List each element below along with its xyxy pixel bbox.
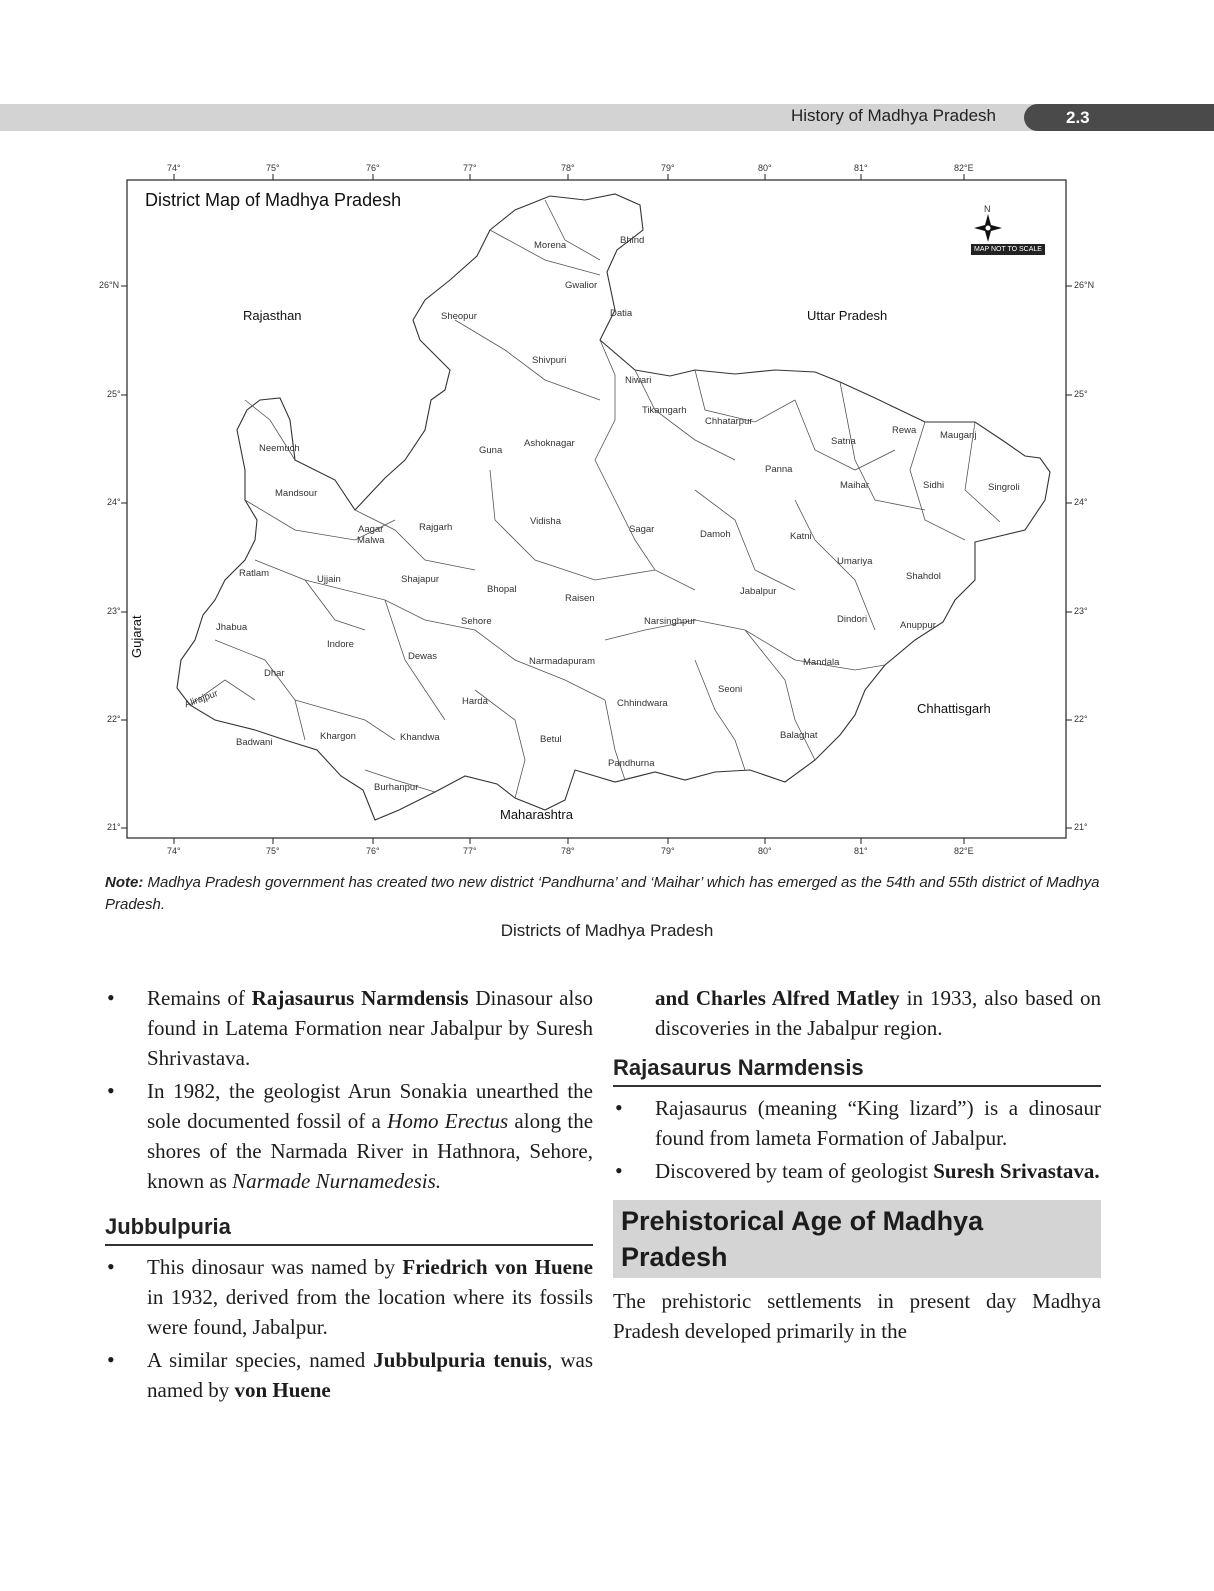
district-label: Chhindwara: [617, 698, 668, 709]
district-label: Panna: [765, 464, 793, 475]
district-label: Sagar: [629, 524, 655, 535]
district-label: Umariya: [837, 556, 873, 567]
district-label: Betul: [540, 734, 562, 745]
district-label: Sheopur: [441, 311, 477, 322]
district-label: Mauganj: [940, 430, 977, 441]
district-label: Mandsour: [275, 488, 318, 499]
district-label: Shivpuri: [532, 355, 567, 366]
district-label: Vidisha: [530, 516, 561, 527]
lat-right: 25°: [1074, 389, 1088, 399]
list-item: • In 1982, the geologist Arun Sonakia unearthed the sole documented fossil of a Homo Erectus along the shores of the Narmada River in Hathnora, Sehore, known as Narmade Nurnamedesis.: [105, 1076, 593, 1196]
lat-right: 24°: [1074, 497, 1088, 507]
state-outline: [177, 194, 1050, 820]
section-heading: Jubbulpuria: [105, 1212, 593, 1246]
district-label: Raisen: [565, 593, 595, 604]
district-label: Ujjain: [317, 574, 341, 585]
district-label: Neemuch: [259, 443, 300, 454]
left-column: [105, 983, 593, 1408]
district-label: Chhatarpur: [705, 416, 753, 427]
district-label: Ashoknagar: [524, 438, 575, 449]
lon-bottom: 77°: [463, 846, 477, 856]
body-paragraph: The prehistoric settlements in present day Madhya Pradesh developed primarily in the: [613, 1289, 1101, 1343]
lon-bottom: 74°: [167, 846, 181, 856]
lat-right: 26°N: [1074, 280, 1095, 290]
figure-caption: Districts of Madhya Pradesh: [500, 921, 714, 940]
district-label: Bhopal: [487, 584, 517, 595]
section-heading: Rajasaurus Narmdensis: [613, 1053, 1101, 1087]
state-label: Maharashtra: [500, 807, 573, 822]
list-item: • Rajasaurus (meaning “King lizard”) is a dinosaur found from lameta Formation of Jabalpur.: [613, 1093, 1101, 1153]
lat-right: 21°: [1074, 822, 1088, 832]
lon-bottom: 76°: [366, 846, 380, 856]
lon-top: 78°: [561, 163, 575, 173]
compass-rose: [974, 214, 1002, 242]
north-label: N: [984, 204, 991, 214]
state-label: Uttar Pradesh: [807, 308, 888, 323]
continued-text: and Charles Alfred Matley in 1933, also based on discoveries in the Jabalpur region.: [655, 986, 1101, 1040]
state-label: Rajasthan: [243, 308, 302, 323]
district-label: Khargon: [320, 731, 356, 742]
district-label: Gwalior: [565, 280, 598, 291]
district-label: Narsinghpur: [644, 616, 696, 627]
district-label: Pandhurna: [608, 758, 655, 769]
district-label: Sidhi: [923, 480, 945, 491]
state-label: Chhattisgarh: [917, 701, 991, 716]
district-label: Malwa: [357, 535, 385, 546]
district-label: Bhind: [620, 235, 645, 246]
lon-top: 76°: [366, 163, 380, 173]
district-label: Ratlam: [239, 568, 270, 579]
map-title: District Map of Madhya Pradesh: [145, 190, 402, 210]
district-label: Mandala: [803, 657, 840, 668]
district-label: Badwani: [236, 737, 273, 748]
district-label: Rewa: [892, 425, 917, 436]
district-map: [95, 160, 1125, 870]
district-label: Dhar: [264, 668, 285, 679]
district-label: Anuppur: [900, 620, 936, 631]
lon-bottom: 81°: [854, 846, 868, 856]
district-label: Burhanpur: [374, 782, 419, 793]
list-item: • This dinosaur was named by Friedrich von Huene in 1932, derived from the location where its fossils were found, Jabalpur.: [105, 1252, 593, 1342]
chapter-section-heading: Prehistorical Age of Madhya Pradesh: [613, 1200, 1101, 1278]
district-label: Balaghat: [780, 730, 818, 741]
district-label: Seoni: [718, 684, 743, 695]
district-label: Jabalpur: [740, 586, 777, 597]
district-label: Tikamgarh: [642, 405, 687, 416]
district-label: Indore: [327, 639, 354, 650]
district-label: Maihar: [840, 480, 870, 491]
lat-left: 24°: [107, 497, 121, 507]
lon-bottom: 78°: [561, 846, 575, 856]
district-label: Damoh: [700, 529, 731, 540]
district-label: Katni: [790, 531, 812, 542]
district-label: Harda: [462, 696, 488, 707]
lon-top: 79°: [661, 163, 675, 173]
district-label: Narmadapuram: [529, 656, 595, 667]
lon-top: 80°: [758, 163, 772, 173]
district-label: Alirajpur: [183, 688, 220, 711]
district-label: Aagar: [358, 524, 384, 535]
district-label: Sehore: [461, 616, 492, 627]
district-label: Dewas: [408, 651, 438, 662]
lon-bottom: 82°E: [954, 846, 974, 856]
note-label: Note:: [105, 874, 144, 891]
scale-note: MAP NOT TO SCALE: [971, 244, 1045, 255]
state-label: Gujarat: [129, 615, 144, 658]
list-item: • Discovered by team of geologist Suresh Srivastava.: [613, 1156, 1101, 1186]
district-label: Shajapur: [401, 574, 440, 585]
district-label: Rajgarh: [419, 522, 453, 533]
lat-right: 23°: [1074, 606, 1088, 616]
district-label: Niwari: [625, 375, 652, 386]
list-item: • Remains of Rajasaurus Narmdensis Dinasour also found in Latema Formation near Jabalpur by Suresh Shrivastava.: [105, 983, 593, 1073]
district-label: Jhabua: [216, 622, 248, 633]
lat-left: 23°: [107, 606, 121, 616]
lat-left: 25°: [107, 389, 121, 399]
district-label: Datia: [610, 308, 633, 319]
running-title: History of Madhya Pradesh: [790, 106, 996, 125]
lon-bottom: 79°: [661, 846, 675, 856]
lon-bottom: 75°: [266, 846, 280, 856]
lat-right: 22°: [1074, 714, 1088, 724]
lat-left: 21°: [107, 822, 121, 832]
lat-left: 26°N: [99, 280, 120, 290]
right-column: [613, 983, 1101, 1346]
list-item: • A similar species, named Jubbulpuria tenuis, was named by von Huene: [105, 1345, 593, 1405]
district-label: Singroli: [988, 482, 1020, 493]
page-number: 2.3: [1024, 104, 1214, 131]
district-label: Shahdol: [906, 571, 941, 582]
note-text: Madhya Pradesh government has created two new district ‘Pandhurna’ and ‘Maihar’ which has emerged as the 54th and 55th district of Madhya Pradesh.: [105, 874, 1100, 913]
lon-top: 74°: [167, 163, 181, 173]
lon-top: 75°: [266, 163, 280, 173]
lon-bottom: 80°: [758, 846, 772, 856]
district-label: Khandwa: [400, 732, 440, 743]
lon-top: 82°E: [954, 163, 974, 173]
lon-top: 81°: [854, 163, 868, 173]
lon-top: 77°: [463, 163, 477, 173]
district-label: Guna: [479, 445, 503, 456]
district-label: Morena: [534, 240, 567, 251]
lat-left: 22°: [107, 714, 121, 724]
district-label: Satna: [831, 436, 856, 447]
map-note: [105, 872, 1100, 916]
district-label: Dindori: [837, 614, 868, 625]
